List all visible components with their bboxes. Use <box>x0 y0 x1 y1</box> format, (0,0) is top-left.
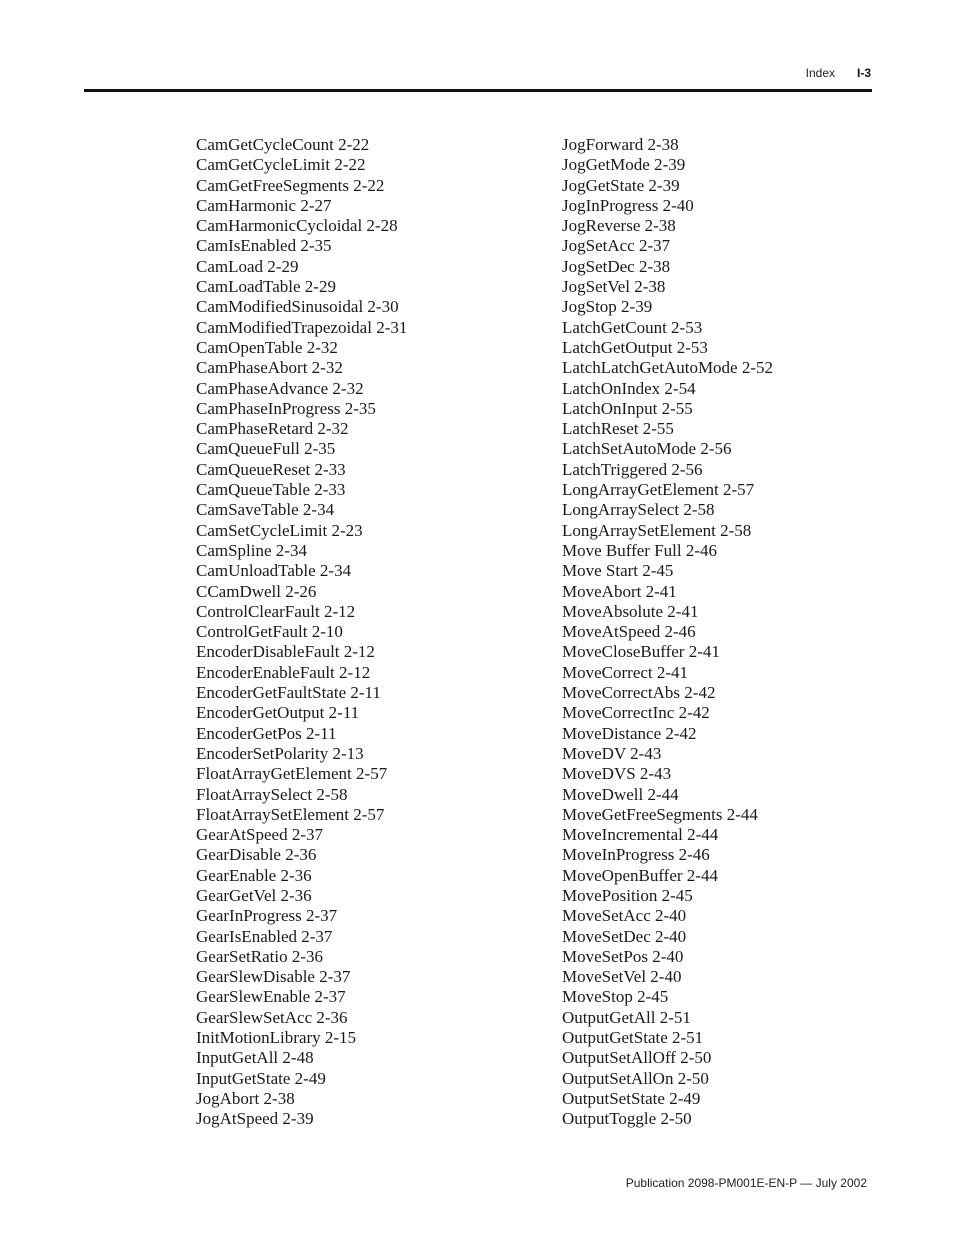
index-entry: OutputGetAll 2-51 <box>562 1007 691 1027</box>
index-entry: JogStop 2-39 <box>562 297 653 317</box>
index-entry: MoveDistance 2-42 <box>562 723 697 743</box>
index-entry: MoveOpenBuffer 2-44 <box>562 865 718 885</box>
index-entry: CamGetCycleCount 2-22 <box>196 135 370 154</box>
index-entry: CamPhaseInProgress 2-35 <box>196 398 376 418</box>
index-entry: GearInProgress 2-37 <box>196 906 338 926</box>
index-entry: CamGetCycleLimit 2-22 <box>196 155 366 175</box>
index-entry: LongArraySelect 2-58 <box>562 500 715 520</box>
index-entry: MoveSetDec 2-40 <box>562 926 687 946</box>
index-entry: MoveGetFreeSegments 2-44 <box>562 804 758 824</box>
index-entry: GearIsEnabled 2-37 <box>196 926 333 946</box>
index-entry: CamUnloadTable 2-34 <box>196 561 352 581</box>
index-entry: ControlGetFault 2-10 <box>196 622 343 642</box>
index-entry: ControlClearFault 2-12 <box>196 601 356 621</box>
index-entry: LatchReset 2-55 <box>562 419 674 439</box>
index-entry: EncoderGetFaultState 2-11 <box>196 683 381 703</box>
index-entry: MoveInProgress 2-46 <box>562 845 710 865</box>
index-entry: GearAtSpeed 2-37 <box>196 825 323 845</box>
index-entry: JogAtSpeed 2-39 <box>196 1109 314 1129</box>
index-entry: LongArrayGetElement 2-57 <box>562 480 755 500</box>
index-entry: CamPhaseAbort 2-32 <box>196 358 343 378</box>
index-entry: MoveCorrectAbs 2-42 <box>562 683 716 703</box>
index-column-left <box>196 135 407 1130</box>
index-entry: JogInProgress 2-40 <box>562 195 694 215</box>
index-entry: Move Buffer Full 2-46 <box>562 540 718 560</box>
index-entry: MovePosition 2-45 <box>562 885 693 905</box>
index-entry: EncoderEnableFault 2-12 <box>196 662 371 682</box>
index-entry: CamLoad 2-29 <box>196 256 299 276</box>
index-entry: CamPhaseRetard 2-32 <box>196 419 349 439</box>
index-entry: JogGetState 2-39 <box>562 175 680 195</box>
index-entry: JogGetMode 2-39 <box>562 155 686 175</box>
index-entry: CamSaveTable 2-34 <box>196 500 335 520</box>
index-entry: MoveStop 2-45 <box>562 987 669 1007</box>
index-entry: MoveSetVel 2-40 <box>562 967 682 987</box>
index-entry: InputGetState 2-49 <box>196 1068 326 1088</box>
index-entry: CamQueueReset 2-33 <box>196 459 346 479</box>
index-entry: OutputGetState 2-51 <box>562 1028 704 1048</box>
index-entry: JogSetDec 2-38 <box>562 256 671 276</box>
index-column-right <box>562 135 773 1130</box>
index-entry: OutputSetAllOff 2-50 <box>562 1048 712 1068</box>
index-entry: JogSetAcc 2-37 <box>562 236 671 256</box>
index-entry: FloatArraySetElement 2-57 <box>196 804 385 824</box>
header-rule <box>84 89 872 92</box>
index-entry: MoveIncremental 2-44 <box>562 825 719 845</box>
header-section-label: Index <box>805 66 835 80</box>
index-entry: InputGetAll 2-48 <box>196 1048 314 1068</box>
index-entry: JogForward 2-38 <box>562 135 679 154</box>
index-entry: LatchGetCount 2-53 <box>562 317 703 337</box>
index-entry: GearSlewDisable 2-37 <box>196 967 351 987</box>
index-entry: MoveSetPos 2-40 <box>562 946 684 966</box>
index-entry: EncoderGetPos 2-11 <box>196 723 337 743</box>
index-entry: LatchOnInput 2-55 <box>562 398 693 418</box>
index-entry: JogReverse 2-38 <box>562 216 676 236</box>
index-entry: JogAbort 2-38 <box>196 1088 295 1108</box>
index-entry: EncoderSetPolarity 2-13 <box>196 743 364 763</box>
index-entry: GearGetVel 2-36 <box>196 885 312 905</box>
index-entry: OutputSetState 2-49 <box>562 1088 701 1108</box>
index-entry: LatchTriggered 2-56 <box>562 459 703 479</box>
index-entry: EncoderGetOutput 2-11 <box>196 703 360 723</box>
index-entry: FloatArraySelect 2-58 <box>196 784 348 804</box>
index-entry: MoveCloseBuffer 2-41 <box>562 642 720 662</box>
index-entry: JogSetVel 2-38 <box>562 277 666 297</box>
index-entry: MoveDwell 2-44 <box>562 784 679 804</box>
index-entry: CamPhaseAdvance 2-32 <box>196 378 364 398</box>
index-entry: InitMotionLibrary 2-15 <box>196 1028 357 1048</box>
index-entry: CamHarmonic 2-27 <box>196 195 332 215</box>
index-entry: GearSlewEnable 2-37 <box>196 987 346 1007</box>
index-entry: CamSpline 2-34 <box>196 540 307 560</box>
index-entry: MoveSetAcc 2-40 <box>562 906 687 926</box>
index-entry: FloatArrayGetElement 2-57 <box>196 764 388 784</box>
index-entry: GearSetRatio 2-36 <box>196 946 323 966</box>
index-entry: EncoderDisableFault 2-12 <box>196 642 375 662</box>
index-entry: OutputSetAllOn 2-50 <box>562 1068 709 1088</box>
index-entry: CamGetFreeSegments 2-22 <box>196 175 385 195</box>
index-entry: MoveCorrect 2-41 <box>562 662 689 682</box>
index-entry: CamHarmonicCycloidal 2-28 <box>196 216 398 236</box>
index-entry: GearEnable 2-36 <box>196 865 312 885</box>
index-entry: GearDisable 2-36 <box>196 845 317 865</box>
index-entry: CamLoadTable 2-29 <box>196 277 336 297</box>
index-entry: CamOpenTable 2-32 <box>196 337 338 357</box>
index-entry: MoveAbsolute 2-41 <box>562 601 699 621</box>
index-entry: CamQueueFull 2-35 <box>196 439 336 459</box>
index-entry: GearSlewSetAcc 2-36 <box>196 1007 348 1027</box>
index-entry: Move Start 2-45 <box>562 561 674 581</box>
index-entry: MoveAtSpeed 2-46 <box>562 622 696 642</box>
publication-footer: Publication 2098-PM001E-EN-P — July 2002 <box>625 1176 867 1190</box>
index-entry: LatchGetOutput 2-53 <box>562 337 708 357</box>
index-entry: LongArraySetElement 2-58 <box>562 520 752 540</box>
index-entry: OutputToggle 2-50 <box>562 1109 692 1129</box>
index-entry: CCamDwell 2-26 <box>196 581 317 601</box>
index-entry: MoveDV 2-43 <box>562 743 662 763</box>
index-entry: CamQueueTable 2-33 <box>196 480 346 500</box>
index-entry: LatchLatchGetAutoMode 2-52 <box>562 358 774 378</box>
index-entry: MoveDVS 2-43 <box>562 764 672 784</box>
index-entry: CamModifiedSinusoidal 2-30 <box>196 297 399 317</box>
index-entry: CamModifiedTrapezoidal 2-31 <box>196 317 408 337</box>
index-entry: LatchSetAutoMode 2-56 <box>562 439 732 459</box>
index-entry: MoveAbort 2-41 <box>562 581 677 601</box>
index-entry: LatchOnIndex 2-54 <box>562 378 696 398</box>
index-entry: CamIsEnabled 2-35 <box>196 236 332 256</box>
index-entry: MoveCorrectInc 2-42 <box>562 703 710 723</box>
header-page-number: I-3 <box>856 66 871 80</box>
index-entry: CamSetCycleLimit 2-23 <box>196 520 363 540</box>
